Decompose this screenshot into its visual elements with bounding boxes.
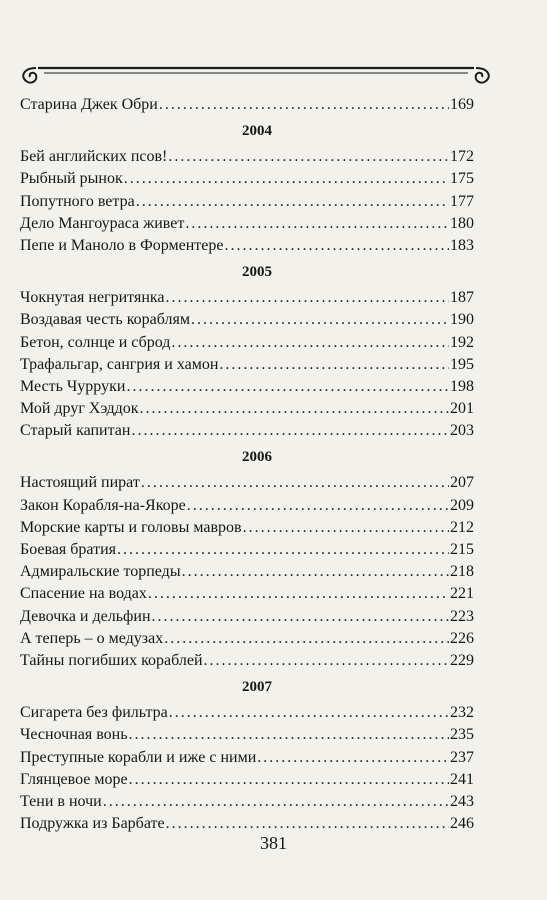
toc-entry [20,583,474,604]
entry-page: 246 [450,815,474,833]
toc-entry [20,213,474,234]
year-heading: 2004 [242,123,272,140]
entry-title: Сигарета без фильтра [20,704,168,722]
entry-page: 172 [450,148,474,166]
leader-dots [164,628,449,649]
leader-dots [124,168,449,189]
entry-page: 226 [450,629,474,647]
leader-dots [148,583,449,604]
toc-section [20,672,474,834]
leader-dots [152,606,450,627]
entry-page: 183 [450,236,474,254]
entry-page: 192 [450,333,474,351]
year-heading: 2007 [242,679,272,696]
leader-dots [169,702,449,723]
entry-title: Спасение на водах [20,585,147,603]
entry-title: Пепе и Маноло в Форментере [20,236,224,254]
toc-entry [20,420,474,441]
toc-entry [20,332,474,353]
leader-dots [159,94,449,115]
toc-entry [20,769,474,790]
entry-page: 195 [450,355,474,373]
leader-dots [141,472,449,493]
leader-dots [129,769,449,790]
toc-section [20,442,474,671]
entry-page: 187 [450,289,474,307]
entry-title: Чесночная вонь [20,726,128,744]
toc-entry [20,168,474,189]
leader-dots [131,420,449,441]
toc-entry [20,539,474,560]
table-of-contents [20,94,474,835]
toc-entry [20,747,474,768]
entry-title: Дело Мангоураса живет [20,214,185,232]
entry-page: 209 [450,496,474,514]
toc-entry [20,724,474,745]
entry-title: Подружка из Барбате [20,815,165,833]
entry-page: 241 [450,770,474,788]
leader-dots [166,813,449,834]
entry-page: 198 [450,377,474,395]
entry-title: Девочка и дельфин [20,607,151,625]
toc-entry [20,191,474,212]
toc-entry [20,398,474,419]
entry-page: 237 [450,748,474,766]
leader-dots [126,376,449,397]
page-number: 381 [260,833,287,853]
toc-entry [20,146,474,167]
entry-title: Преступные корабли и иже с ними [20,748,257,766]
toc-entry [20,309,474,330]
entry-page: 221 [450,585,474,603]
entry-page: 235 [450,726,474,744]
leader-dots [136,191,449,212]
entry-title: Тайны погибших кораблей [20,651,203,669]
toc-entry [20,354,474,375]
leader-dots [103,791,449,812]
toc-entry [20,376,474,397]
toc-section [20,116,474,256]
entry-page: 190 [450,311,474,329]
toc-entry [20,791,474,812]
entry-page: 223 [450,607,474,625]
toc-entry [20,702,474,723]
entry-title: Бетон, солнце и сброд [20,333,171,351]
leader-dots [129,724,449,745]
entry-title: Адмиральские торпеды [20,563,181,581]
toc-entry [20,517,474,538]
leader-dots [168,146,449,167]
leader-dots [117,539,449,560]
leader-dots [171,332,449,353]
entry-title: Закон Корабля-на-Якоре [20,496,186,514]
entry-title: Рыбный рынок [20,170,123,188]
entry-page: 243 [450,792,474,810]
toc-section [20,257,474,441]
entry-title: Воздавая честь кораблям [20,311,190,329]
toc-section [20,94,474,115]
toc-entry [20,813,474,834]
toc-entry [20,628,474,649]
toc-entry [20,606,474,627]
leader-dots [182,561,449,582]
entry-page: 175 [450,170,474,188]
toc-entry [20,94,474,115]
leader-dots [191,309,449,330]
entry-title: Чокнутая негритянка [20,289,165,307]
leader-dots [257,747,449,768]
year-heading: 2005 [242,264,272,281]
entry-page: 201 [450,400,474,418]
entry-page: 229 [450,651,474,669]
entry-title: Морские карты и головы мавров [20,518,242,536]
entry-title: Месть Чурруки [20,377,126,395]
entry-title: Трафальгар, сангрия и хамон [20,355,219,373]
leader-dots [185,213,449,234]
entry-page: 177 [450,192,474,210]
leader-dots [204,650,449,671]
toc-entry [20,650,474,671]
leader-dots [243,517,449,538]
toc-entry [20,472,474,493]
entry-title: Тени в ночи [20,792,102,810]
entry-title: Настоящий пират [20,474,140,492]
entry-title: Старый капитан [20,422,131,440]
toc-entry [20,495,474,516]
leader-dots [219,354,449,375]
leader-dots [187,495,449,516]
entry-title: Попутного ветра [20,192,135,210]
entry-title: Старина Джек Обри [20,96,158,113]
entry-title: Глянцевое море [20,770,128,788]
leader-dots [166,287,449,308]
entry-page: 169 [450,96,474,113]
leader-dots [140,398,449,419]
year-heading: 2006 [242,449,272,466]
entry-page: 218 [450,563,474,581]
toc-entry [20,561,474,582]
entry-page: 215 [450,541,474,558]
entry-title: Мой друг Хэддок [20,400,139,418]
entry-title: Бей английских псов! [20,148,168,166]
entry-page: 180 [450,214,474,232]
entry-page: 212 [450,518,474,536]
leader-dots [224,235,449,256]
header-ornament [16,60,496,88]
toc-entry [20,235,474,256]
entry-page: 203 [450,422,474,440]
entry-page: 207 [450,474,474,492]
entry-title: А теперь – о медузах [20,629,164,647]
entry-title: Боевая братия [20,541,117,558]
entry-page: 232 [450,704,474,722]
toc-entry [20,287,474,308]
